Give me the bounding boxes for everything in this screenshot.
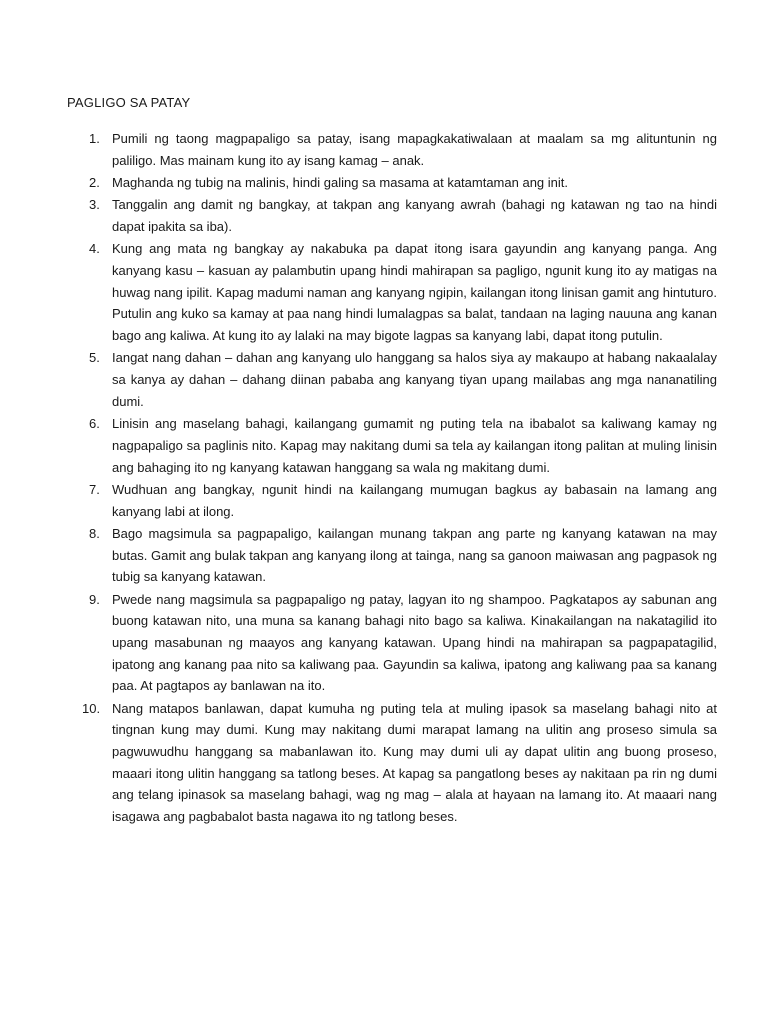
list-item xyxy=(67,479,717,522)
list-item xyxy=(67,698,717,828)
list-item xyxy=(67,347,717,412)
item-text: Kung ang mata ng bangkay ay nakabuka pa dapat itong isara gayundin ang kanyang panga. Ang kanyang kasu – kasuan ay palambutin upang hindi mahirapan sa pagligo, ngunit kung ito ay matigas na huwag nang ipilit. Kapag madumi naman ang kanyang ngipin, kailangan itong linisan gamit ang hintuturo. Putulin ang kuko sa kamay at paa nang hindi lumalagpas sa balat, tandaan na laging nauuna ang kanan bago ang kaliwa. At kung ito ay lalaki na may bigote lagpas sa kanyang labi, dapat itong putulin. xyxy=(112,241,717,344)
item-number: 2. xyxy=(89,175,100,190)
list-item xyxy=(67,413,717,478)
list-item xyxy=(67,172,717,194)
item-number: 3. xyxy=(89,197,100,213)
list-item xyxy=(67,194,717,237)
steps-list xyxy=(67,128,717,828)
item-number: 5. xyxy=(89,350,100,366)
item-text: Maghanda ng tubig na malinis, hindi galing sa masama at katamtaman ang init. xyxy=(112,175,568,190)
document-title: PAGLIGO SA PATAY xyxy=(67,95,191,110)
item-number: 10. xyxy=(82,700,101,716)
item-number: 7. xyxy=(89,481,100,497)
item-number: 8. xyxy=(89,525,100,541)
list-item xyxy=(67,523,717,588)
list-item xyxy=(67,238,717,347)
item-text: Tanggalin ang damit ng bangkay, at takpan ang kanyang awrah (bahagi ng katawan ng tao na hindi dapat ipakita sa iba). xyxy=(112,197,717,234)
item-number: 1. xyxy=(89,131,100,146)
item-text: Iangat nang dahan – dahan ang kanyang ulo hanggang sa halos siya ay makaupo at habang nakaalalay sa kanya ay dahan – dahang diinan pababa ang kanyang tiyan upang mailabas ang mga nananatiling dumi. xyxy=(112,350,717,409)
item-text: Linisin ang maselang bahagi, kailangang gumamit ng puting tela na ibabalot sa kaliwang kamay ng nagpapaligo sa paglinis nito. Kapag may nakitang dumi sa tela ay kailangan itong palitan at muling linisin ang bahaging ito ng kanyang katawan hanggang sa wala ng makitang dumi. xyxy=(112,416,717,475)
item-text: Bago magsimula sa pagpapaligo, kailangan munang takpan ang parte ng kanyang katawan na may butas. Gamit ang bulak takpan ang kanyang ilong at tainga, nang sa ganoon maiwasan ang pagpasok ng tubig sa kanyang katawan. xyxy=(112,525,717,585)
item-text: Pumili ng taong magpapaligo sa patay, isang mapagkakatiwalaan at maalam sa mg alituntunin ng paliligo. Mas mainam kung ito ay isang kamag – anak. xyxy=(112,131,717,168)
item-text: Pwede nang magsimula sa pagpapaligo ng patay, lagyan ito ng shampoo. Pagkatapos ay sabunan ang buong katawan nito, una muna sa kanang bahagi nito bago sa kaliwa. Kinakailangan na nakatagilid ito upang masabunan ng maayos ang kanyang katawan. Upang hindi na mahirapan sa pagpapatagilid, ipatong ang kanang paa nito sa kaliwang paa. Gayundin sa kaliwa, ipatong ang kaliwang paa sa kanang paa. At pagtapos ay banlawan na ito. xyxy=(112,591,717,694)
item-number: 4. xyxy=(89,241,100,257)
item-number: 6. xyxy=(89,416,100,432)
item-text: Nang matapos banlawan, dapat kumuha ng puting tela at muling ipasok sa maselang bahagi nito at tingnan kung may dumi. Kung may nakitang dumi marapat lamang na ulitin ang proseso simula sa pagwuwudhu hanggang sa mabanlawan ito. Kung may dumi uli ay dapat ulitin ang buong proseso, maaari itong ulitin hanggang sa tatlong beses. At kapag sa pangatlong beses ay nakitaan pa rin ng dumi ang telang ipinasok sa maselang bahagi, wag ng mag – alala at hayaan na lamang ito. At maaari nang isagawa ang pagbabalot basta nagawa ito ng tatlong beses. xyxy=(112,700,717,825)
item-number: 9. xyxy=(89,591,100,607)
item-text: Wudhuan ang bangkay, ngunit hindi na kailangang mumugan bagkus ay babasain na lamang ang kanyang labi at ilong. xyxy=(112,481,717,519)
list-item xyxy=(67,589,717,698)
list-item xyxy=(67,128,717,171)
